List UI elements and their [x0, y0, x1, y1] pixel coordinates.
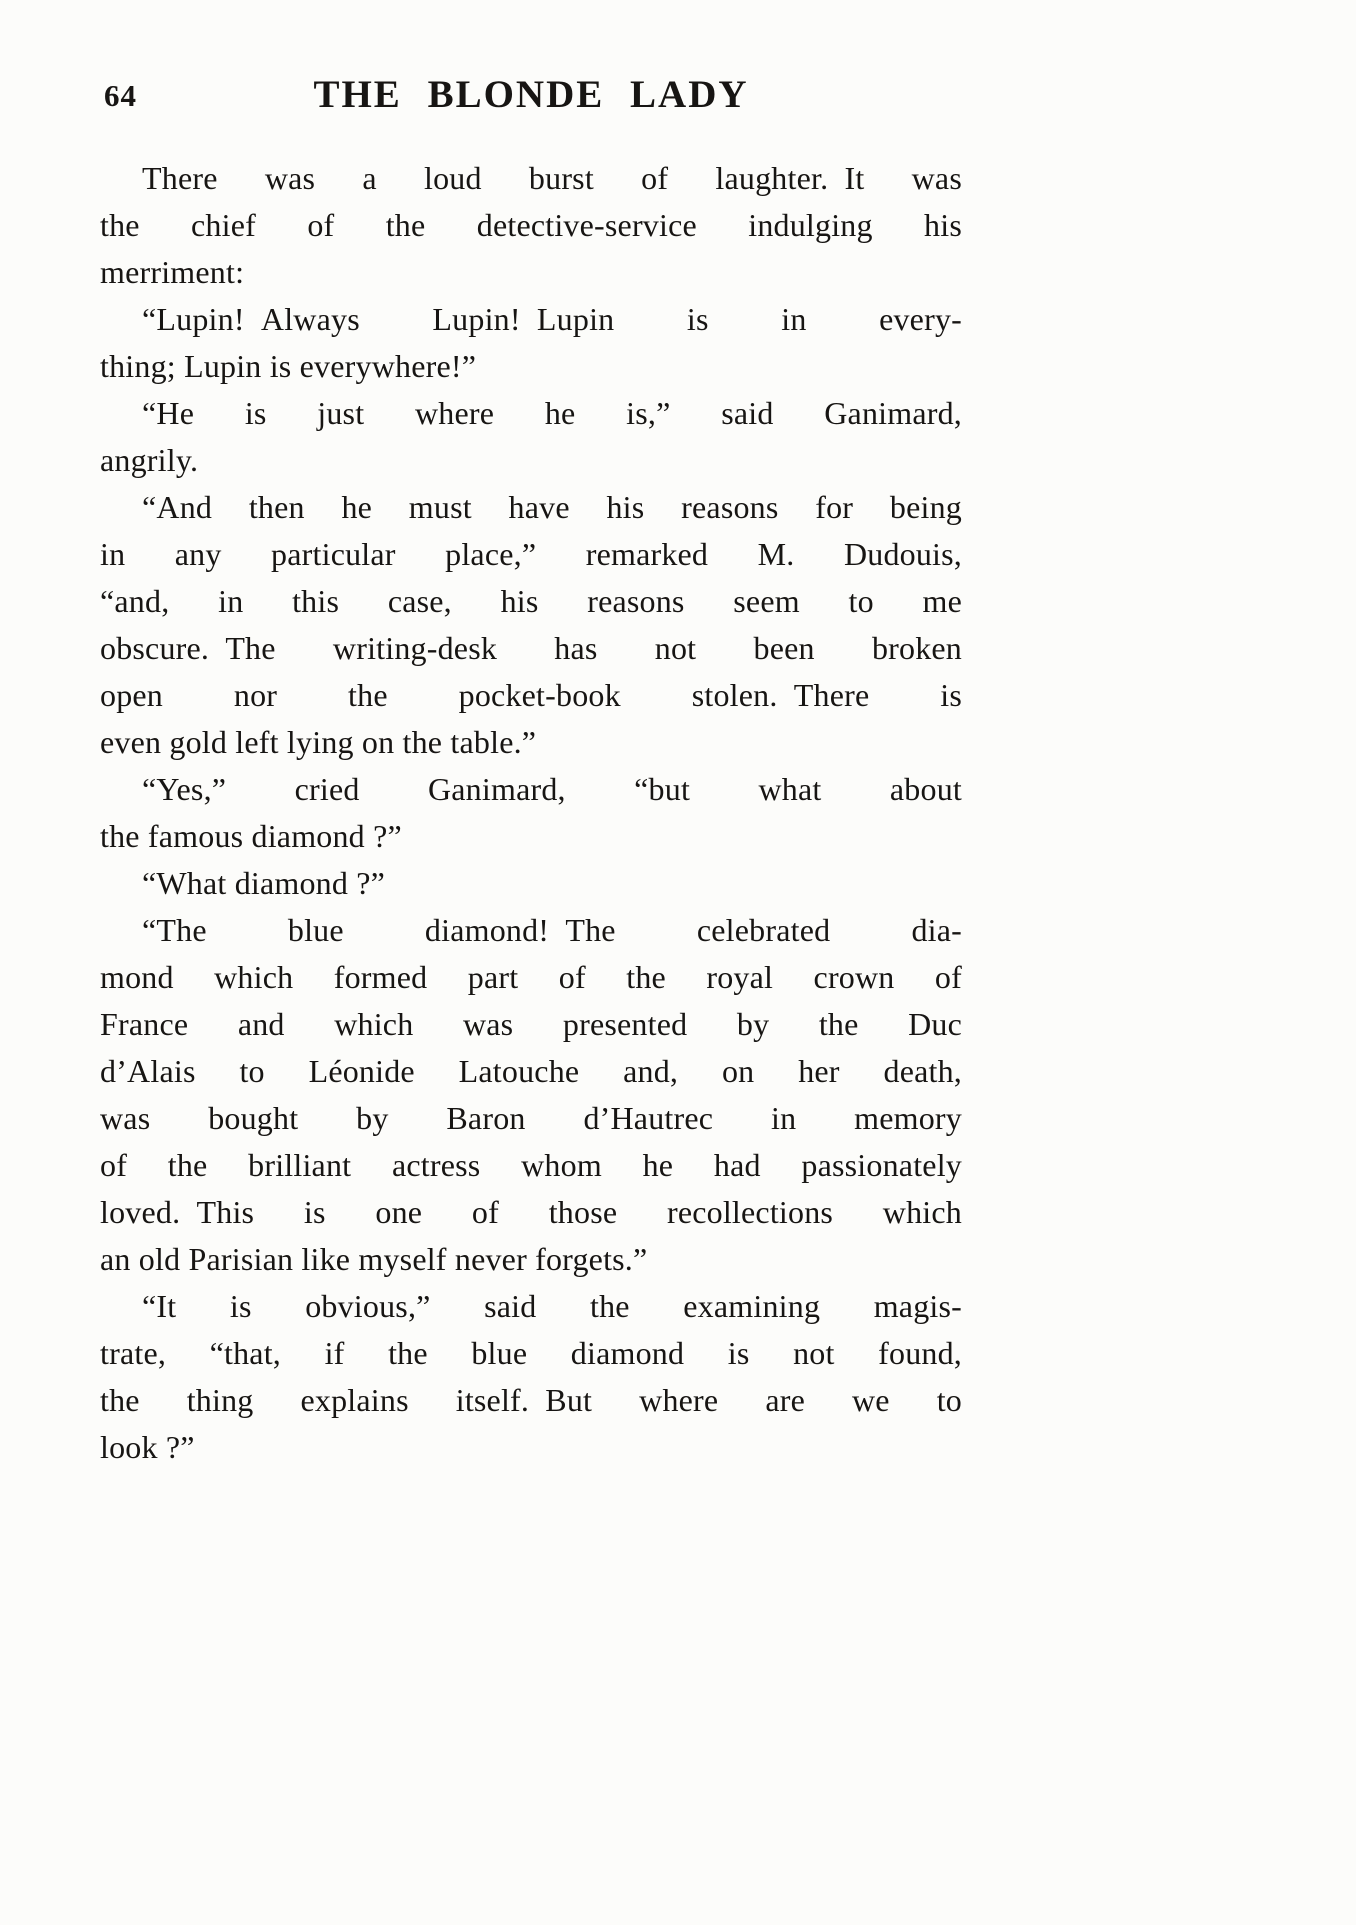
text-line: angrily. — [100, 442, 199, 478]
text-line: obscure. The writing-desk has not been broken — [100, 630, 962, 666]
text-line: in any particular place,” remarked M. Dudouis, — [100, 536, 962, 572]
text-line: “The blue diamond! The celebrated dia- — [142, 912, 962, 948]
text-line: trate, “that, if the blue diamond is not found, — [100, 1335, 962, 1371]
text-line: the chief of the detective-service indulging his — [100, 207, 962, 243]
text-line: thing; Lupin is everywhere!” — [100, 348, 477, 384]
text-line: was bought by Baron d’Hautrec in memory — [100, 1100, 962, 1136]
page-header — [100, 72, 962, 124]
text-line: the thing explains itself. But where are we to — [100, 1382, 962, 1418]
text-line: France and which was presented by the Duc — [100, 1006, 962, 1042]
text-line: “It is obvious,” said the examining magis- — [142, 1288, 962, 1324]
text-line: “Yes,” cried Ganimard, “but what about — [142, 771, 962, 807]
text-line: “And then he must have his reasons for being — [142, 489, 962, 525]
text-line: “He is just where he is,” said Ganimard, — [142, 395, 962, 431]
text-line: even gold left lying on the table.” — [100, 724, 537, 760]
text-line: There was a loud burst of laughter. It was — [142, 160, 962, 196]
text-line: d’Alais to Léonide Latouche and, on her death, — [100, 1053, 962, 1089]
text-line: open nor the pocket-book stolen. There is — [100, 677, 962, 713]
text-line: the famous diamond ?” — [100, 818, 402, 854]
text-line: “Lupin! Always Lupin! Lupin is in every- — [142, 301, 962, 337]
running-title: THE BLONDE LADY — [313, 73, 749, 116]
text-line: “and, in this case, his reasons seem to me — [100, 583, 962, 619]
text-line: look ?” — [100, 1429, 195, 1465]
text-line: an old Parisian like myself never forgets.” — [100, 1241, 648, 1277]
text-line: of the brilliant actress whom he had passionately — [100, 1147, 962, 1183]
page-number: 64 — [104, 78, 137, 113]
text-line: loved. This is one of those recollections which — [100, 1194, 962, 1230]
text-block — [100, 155, 962, 1471]
text-line: mond which formed part of the royal crown of — [100, 959, 962, 995]
text-line: merriment: — [100, 254, 245, 290]
text-line: “What diamond ?” — [142, 865, 386, 901]
